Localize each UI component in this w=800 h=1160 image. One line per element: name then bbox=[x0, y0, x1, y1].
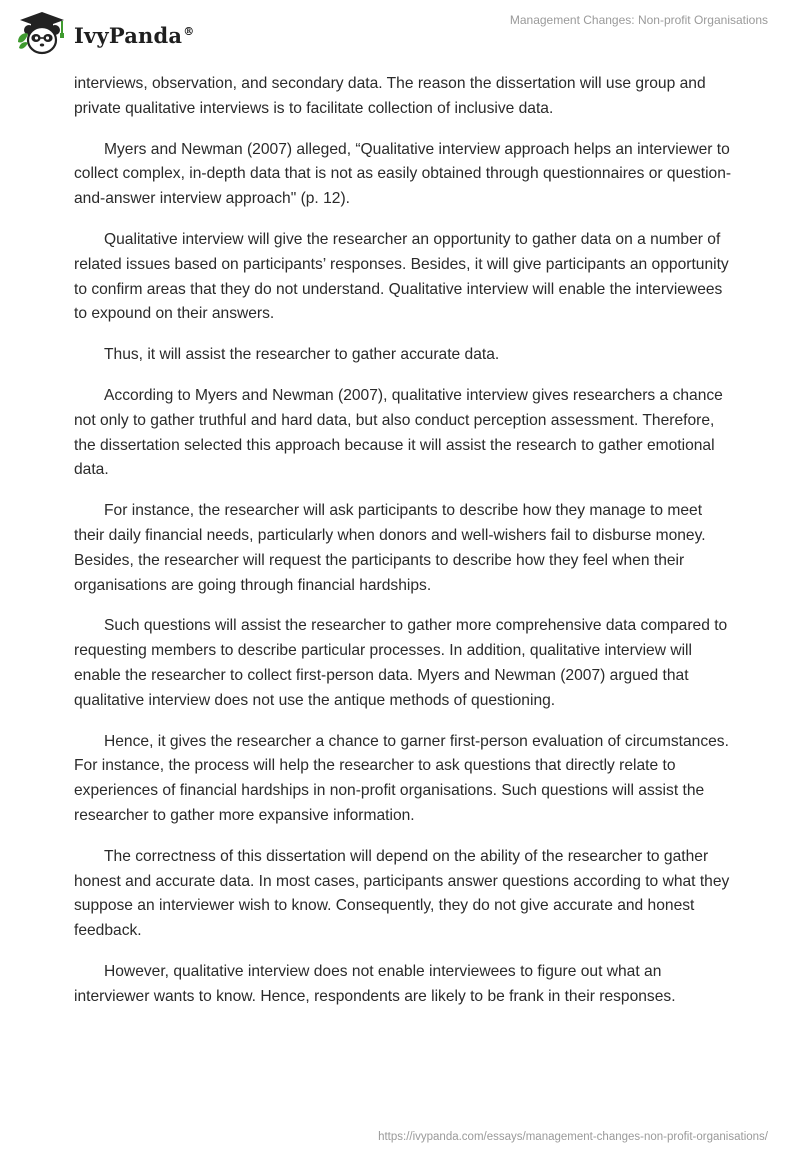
paragraph: Such questions will assist the researcher to gather more comprehensive data compared to requesting members to describe particular processes. In addition, qualitative interview will enable the researcher to collect first-person data. Myers and Newman (2007) argued that qualitative interview does not use the antique methods of questioning. bbox=[74, 617, 728, 709]
paragraph: interviews, observation, and secondary data. The reason the dissertation will use group and private qualitative interviews is to facilitate collection of inclusive data. bbox=[74, 75, 706, 117]
paragraph: According to Myers and Newman (2007), qualitative interview gives researchers a chance not only to gather truthful and hard data, but also conduct perception assessment. Therefore, the dissertation selected this approach because it will assist the research to gather emotional data. bbox=[74, 386, 723, 479]
paragraph: Qualitative interview will give the researcher an opportunity to gather data on a number of related issues based on participants’ responses. Besides, it will give participants an opportunity to confirm areas that they do not understand. Qualitative interview will enable the interviewees to expound on their answers. bbox=[74, 230, 729, 323]
essay-body bbox=[74, 72, 734, 1026]
paragraph: However, qualitative interview does not enable interviewees to figure out what an interviewer wants to know. Hence, respondents are likely to be frank in their responses. bbox=[74, 962, 676, 1005]
paragraph: The correctness of this dissertation will depend on the ability of the researcher to gather honest and accurate data. In most cases, participants answer questions according to what they suppose an interviewer wish to know. Consequently, they do not give accurate and honest feedback. bbox=[74, 847, 730, 940]
source-url[interactable]: https://ivypanda.com/essays/management-changes-non-profit-organisations/ bbox=[378, 1131, 768, 1143]
paragraph: Thus, it will assist the researcher to gather accurate data. bbox=[104, 346, 500, 364]
page-header bbox=[0, 0, 800, 64]
ivypanda-logo[interactable] bbox=[14, 10, 194, 56]
paragraph: Myers and Newman (2007) alleged, “Qualitative interview approach helps an interviewer to collect complex, in-depth data that is not as easily obtained through questionnaires or question-and-answer interview approach" (p. 12). bbox=[74, 140, 732, 208]
logo-wordmark: IvyPanda® bbox=[74, 22, 195, 48]
document-title: Management Changes: Non-profit Organisations bbox=[509, 13, 768, 27]
paragraph: For instance, the researcher will ask participants to describe how they manage to meet their daily financial needs, particularly when donors and well-wishers fail to disburse money. Besides, the researcher will request the participants to describe how they feel when their organisations are going through financial hardships. bbox=[74, 502, 706, 594]
paragraph: Hence, it gives the researcher a chance to garner first-person evaluation of circumstances. For instance, the process will help the researcher to ask questions that directly relate to experiences of financial hardships in non-profit organisations. Such questions will assist the researcher to gather more expansive information. bbox=[74, 732, 729, 824]
panda-graduate-icon bbox=[14, 10, 70, 56]
